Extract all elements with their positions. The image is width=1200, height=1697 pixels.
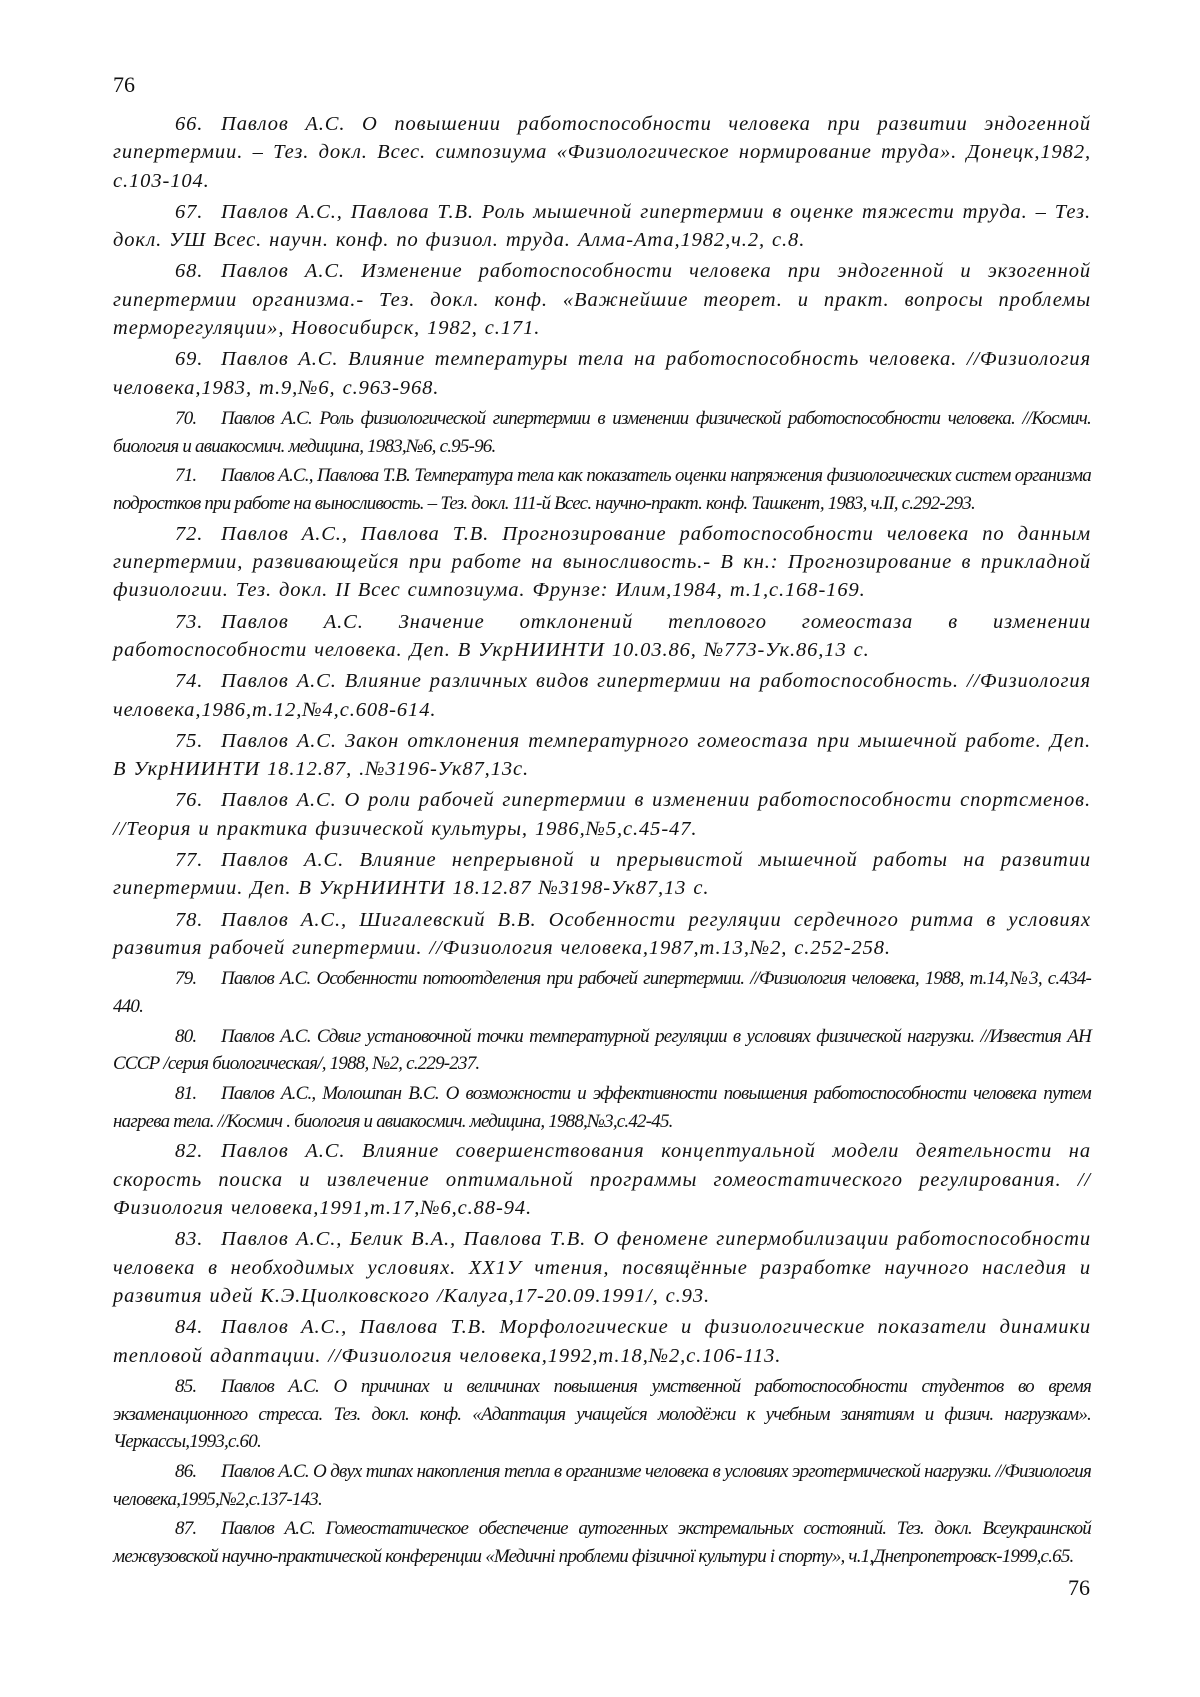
reference-text: Павлов А.С. Влияние температуры тела на работоспособность человека. //Физиология человека,1983, т.9,№6, с.963-968. [113, 348, 1091, 399]
reference-text: Павлов А.С., Павлова Т.В. Температура тела как показатель оценки напряжения физиологических систем организма подростков при работе на выносливость. – Тез. докл. 111-й Всес. научно-практ. конф. Ташкент, 1983, ч.II, с.292-293. [113, 465, 1091, 515]
reference-item [113, 1313, 1091, 1370]
reference-text: Павлов А.С. Закон отклонения температурного гомеостаза при мышечной работе. Деп. В УкрНИИНТИ 18.12.87, .№3196-Ук87,13с. [113, 729, 1091, 781]
reference-number: 73. [175, 610, 204, 633]
reference-item [113, 1080, 1091, 1135]
reference-item [113, 345, 1091, 402]
reference-number: 87. [175, 1518, 197, 1540]
reference-text: Павлов А.С. О двух типах накопления тепла в организме человека в условиях эрготермической нагрузки. //Физиология человека,1995,№2,с.137-143. [113, 1460, 1091, 1510]
reference-item [113, 608, 1091, 665]
reference-item [113, 1515, 1091, 1570]
reference-text: Павлов А.С. Особенности потоотделения при рабочей гипертермии. //Физиология человека, 1988, т.14,№3, с.434-440. [113, 968, 1091, 1017]
reference-item [113, 1137, 1091, 1222]
reference-number: 81. [175, 1083, 197, 1105]
reference-text: Павлов А.С., Павлова Т.В. Морфологические и физиологические показатели динамики тепловой адаптации. //Физиология человека,1992,т.18,№2,с.106-113. [113, 1316, 1091, 1367]
reference-text: Павлов А.С. Значение отклонений теплового гомеостаза в изменении работоспособности человека. Деп. В УкрНИИНТИ 10.03.86, №773-Ук.86,13 с. [113, 610, 1091, 661]
reference-item [113, 906, 1091, 963]
reference-number: 83. [175, 1228, 204, 1251]
page-number-top: 76 [113, 72, 135, 97]
reference-number: 85. [175, 1375, 197, 1397]
reference-item [113, 846, 1091, 903]
reference-text: Павлов А.С. Влияние совершенствования концептуальной модели деятельности на скорость поиска и извлечение оптимальной программы гомеостатического регулирования. //Физиология человека,1991,т.17,№6,с.88-94. [113, 1140, 1091, 1220]
reference-item [113, 462, 1091, 517]
reference-item [113, 965, 1091, 1020]
reference-item [113, 405, 1091, 460]
reference-text: Павлов А.С. О повышении работоспособности человека при развитии эндогенной гипертермии. – Тез. докл. Всес. симпозиума «Физиологическое нормирование труда». Донецк,1982, с.103-104. [113, 113, 1091, 192]
reference-text: Павлов А.С., Белик В.А., Павлова Т.В. О феномене гипермобилизации работоспособности человека в необходимых условиях. ХХ1У чтения, посвящённые разработке научного наследия и развития идей К.Э.Циолковского /Калуга,17-20.09.1991/, с.93. [113, 1228, 1091, 1307]
reference-list [113, 110, 1091, 1573]
reference-item [113, 520, 1091, 605]
reference-item [113, 667, 1091, 724]
reference-text: Павлов А.С., Молошпан В.С. О возможности и эффективности повышения работоспособности человека путем нагрева тела. //Космич . биология и авиакосмич. медицина, 1988,№3,с.42-45. [113, 1083, 1091, 1132]
reference-number: 72. [175, 522, 204, 545]
reference-item [113, 257, 1091, 342]
reference-number: 82. [175, 1140, 204, 1163]
reference-text: Павлов А.С. Изменение работоспособности человека при эндогенной и экзогенной гипертермии организма.- Тез. докл. конф. «Важнейшие теорет. и практ. вопросы проблемы терморегуляции», Новосибирск, 1982, с.171. [113, 260, 1091, 340]
reference-number: 84. [175, 1316, 204, 1339]
reference-number: 76. [175, 789, 204, 812]
reference-number: 77. [175, 849, 204, 872]
reference-number: 69. [175, 348, 204, 371]
reference-text: Павлов А.С., Павлова Т.В. Роль мышечной гипертермии в оценке тяжести труда. – Тез. докл. УШ Всес. научн. конф. по физиол. труда. Алма-Ата,1982,ч.2, с.8. [113, 200, 1091, 252]
reference-text: Павлов А.С. О причинах и величинах повышения умственной работоспособности студентов во время экзаменационного стресса. Тез. докл. конф. «Адаптация учащейся молодёжи к учебным занятиям и физич. нагрузкам». Черкассы,1993,с.60. [113, 1375, 1091, 1453]
reference-number: 70. [175, 407, 197, 429]
reference-item [113, 1458, 1091, 1513]
reference-text: Павлов А.С., Шигалевский В.В. Особенности регуляции сердечного ритма в условиях развития рабочей гипертермии. //Физиология человека,1987,т.13,№2, с.252-258. [113, 908, 1091, 959]
reference-text: Павлов А.С. Влияние непрерывной и прерывистой мышечной работы на развитии гипертермии. Деп. В УкрНИИНТИ 18.12.87 №3198-Ук87,13 с. [113, 849, 1091, 900]
reference-item [113, 727, 1091, 784]
reference-text: Павлов А.С. О роли рабочей гипертермии в изменении работоспособности спортсменов. //Теория и практика физической культуры, 1986,№5,с.45-47. [113, 789, 1091, 840]
reference-number: 74. [175, 670, 204, 693]
reference-item [113, 1023, 1091, 1078]
reference-item [113, 1225, 1091, 1310]
reference-number: 78. [175, 908, 204, 931]
reference-number: 68. [175, 260, 204, 283]
reference-number: 86. [175, 1460, 197, 1482]
reference-text: Павлов А.С. Сдвиг установочной точки температурной регуляции в условиях физической нагрузки. //Известия АН СССР /серия биологическая/, 1988, №2, с.229-237. [113, 1025, 1091, 1075]
reference-text: Павлов А.С. Роль физиологической гипертермии в изменении физической работоспособности человека. //Космич. биология и авиакосмич. медицина, 1983,№6, с.95-96. [113, 407, 1091, 457]
reference-text: Павлов А.С. Гомеостатическое обеспечение аутогенных экстремальных состояний. Тез. докл. Всеукраинской межвузовской научно-практической конференции «Медичні проблеми фізичної культури і спорту», ч.1,Днепропетровск-1999,с.65. [113, 1518, 1091, 1568]
reference-number: 79. [175, 968, 197, 990]
reference-item [113, 198, 1091, 255]
reference-text: Павлов А.С. Влияние различных видов гипертермии на работоспособность. //Физиология человека,1986,т.12,№4,с.608-614. [113, 670, 1091, 721]
reference-text: Павлов А.С., Павлова Т.В. Прогнозирование работоспособности человека по данным гипертермии, развивающейся при работе на выносливость.- В кн.: Прогнозирование в прикладной физиологии. Тез. докл. II Всес симпозиума. Фрунзе: Илим,1984, т.1,с.168-169. [113, 522, 1091, 602]
reference-number: 66. [175, 113, 204, 135]
reference-item [113, 110, 1091, 195]
reference-item [113, 1373, 1091, 1456]
reference-number: 75. [175, 729, 204, 752]
reference-item [113, 786, 1091, 843]
page-number-bottom: 76 [1068, 1575, 1090, 1600]
reference-number: 80. [175, 1025, 197, 1047]
reference-number: 71. [175, 465, 197, 487]
reference-number: 67. [175, 200, 204, 223]
